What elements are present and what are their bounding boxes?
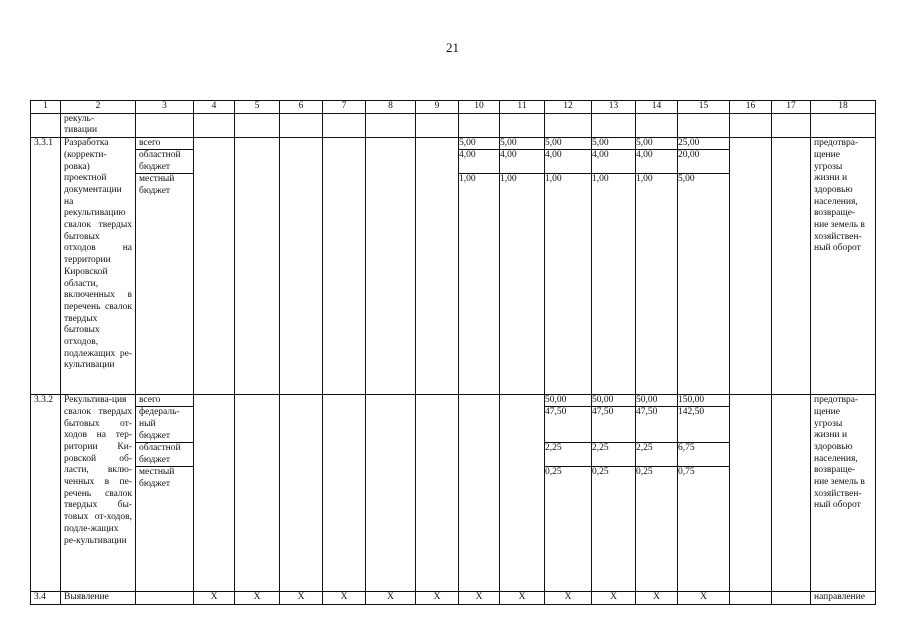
x-mark: X [545, 592, 592, 605]
header-cell: 7 [323, 101, 366, 114]
header-cell: 3 [136, 101, 194, 114]
x-mark: X [235, 592, 280, 605]
value-cell: 4,00 [459, 150, 499, 174]
col-15 [678, 395, 730, 592]
source-total: всего [136, 395, 193, 407]
header-cell: 11 [500, 101, 545, 114]
source-local: местный бюджет [139, 467, 175, 489]
continuation-row [31, 113, 876, 137]
value-cell: 4,00 [500, 150, 544, 174]
value-cell: 1,00 [592, 174, 609, 185]
value-cell: 0,25 [592, 467, 609, 478]
header-cell: 17 [772, 101, 811, 114]
expected-result: предотвра- щение угрозы жизни и здоровью населения, возвраще- ние земель в хозяйствен- ный оборот [811, 138, 876, 395]
header-cell: 9 [416, 101, 459, 114]
value-cell: 5,00 [459, 138, 499, 150]
funding-sources [136, 138, 194, 395]
continuation-text: рекуль- тивации [61, 113, 136, 137]
value-cell: 2,25 [545, 443, 591, 467]
value-cell: 6,75 [678, 443, 729, 467]
header-cell: 12 [545, 101, 592, 114]
source-regional: областной бюджет [136, 150, 193, 174]
col-12 [545, 138, 592, 395]
header-cell: 2 [61, 101, 136, 114]
row-3-4 [31, 592, 876, 605]
expected-result: предотвра- щение угрозы жизни и здоровью населения, возвраще- ние земель в хозяйствен- ный оборот [811, 395, 876, 592]
value-cell: 50,00 [592, 395, 635, 407]
value-cell: 0,75 [678, 467, 695, 478]
x-mark: X [636, 592, 678, 605]
header-cell: 10 [459, 101, 500, 114]
value-cell: 5,00 [500, 138, 544, 150]
value-cell: 4,00 [592, 150, 635, 174]
header-cell: 15 [678, 101, 730, 114]
header-cell: 5 [235, 101, 280, 114]
value-cell: 47,50 [545, 407, 591, 443]
measure-name: Рекультива-ция свалок твердых бытовых от-ходов на тер-ритории Ки-ровской об-ласти, вклю-ченных в пе-речень свалок твердых бы-товых от-ходов, подле-жащих ре-культивации [61, 395, 136, 592]
row-3-3-1 [31, 138, 876, 395]
value-cell: 5,00 [636, 138, 677, 150]
x-mark: X [592, 592, 636, 605]
x-mark: X [194, 592, 235, 605]
source-total: всего [136, 138, 193, 150]
header-cell: 16 [730, 101, 772, 114]
col-13 [592, 138, 636, 395]
value-cell: 1,00 [500, 174, 517, 185]
x-mark: X [678, 592, 730, 605]
x-mark: X [500, 592, 545, 605]
value-cell: 2,25 [636, 443, 677, 467]
source-regional: областной бюджет [136, 443, 193, 467]
value-cell: 47,50 [592, 407, 635, 443]
value-cell: 20,00 [678, 150, 729, 174]
value-cell: 4,00 [636, 150, 677, 174]
source-federal: федераль- ный бюджет [136, 407, 193, 443]
col-15 [678, 138, 730, 395]
header-cell: 6 [280, 101, 323, 114]
page-number: 21 [446, 40, 459, 55]
header-cell: 13 [592, 101, 636, 114]
x-mark: X [416, 592, 459, 605]
measure-name: Выявление [61, 592, 136, 605]
value-cell: 1,00 [636, 174, 653, 185]
row-number: 3.3.2 [31, 395, 61, 592]
value-cell: 50,00 [545, 395, 591, 407]
value-cell: 150,00 [678, 395, 729, 407]
col-11 [500, 138, 545, 395]
program-table [30, 100, 876, 605]
header-cell: 1 [31, 101, 61, 114]
header-cell: 4 [194, 101, 235, 114]
value-cell: 1,00 [545, 174, 562, 185]
row-number: 3.3.1 [31, 138, 61, 395]
value-cell: 0,25 [636, 467, 653, 478]
value-cell: 0,25 [545, 467, 562, 478]
value-cell: 2,25 [592, 443, 635, 467]
row-number: 3.4 [31, 592, 61, 605]
col-10 [459, 138, 500, 395]
source-local: местный бюджет [139, 174, 175, 196]
expected-result: направление [811, 592, 876, 605]
funding-sources [136, 395, 194, 592]
value-cell: 25,00 [678, 138, 729, 150]
col-14 [636, 138, 678, 395]
col-13 [592, 395, 636, 592]
x-mark: X [459, 592, 500, 605]
col-14 [636, 395, 678, 592]
value-cell: 50,00 [636, 395, 677, 407]
value-cell: 5,00 [592, 138, 635, 150]
value-cell: 5,00 [678, 174, 695, 185]
measure-name: Разработка (корректи-ровка) проектной документации на рекультивацию свалок твердых бытовых отходов на территории Кировской области, включенных в перечень свалок твердых бытовых отходов, подлежащих ре-культивации [61, 138, 136, 395]
header-cell: 14 [636, 101, 678, 114]
value-cell: 47,50 [636, 407, 677, 443]
x-mark: X [280, 592, 323, 605]
x-mark: X [366, 592, 416, 605]
x-mark: X [323, 592, 366, 605]
col-12 [545, 395, 592, 592]
header-cell: 18 [811, 101, 876, 114]
header-cell: 8 [366, 101, 416, 114]
value-cell: 4,00 [545, 150, 591, 174]
value-cell: 5,00 [545, 138, 591, 150]
header-row [31, 101, 876, 114]
value-cell: 142,50 [678, 407, 729, 443]
row-3-3-2 [31, 395, 876, 592]
value-cell: 1,00 [459, 174, 476, 185]
